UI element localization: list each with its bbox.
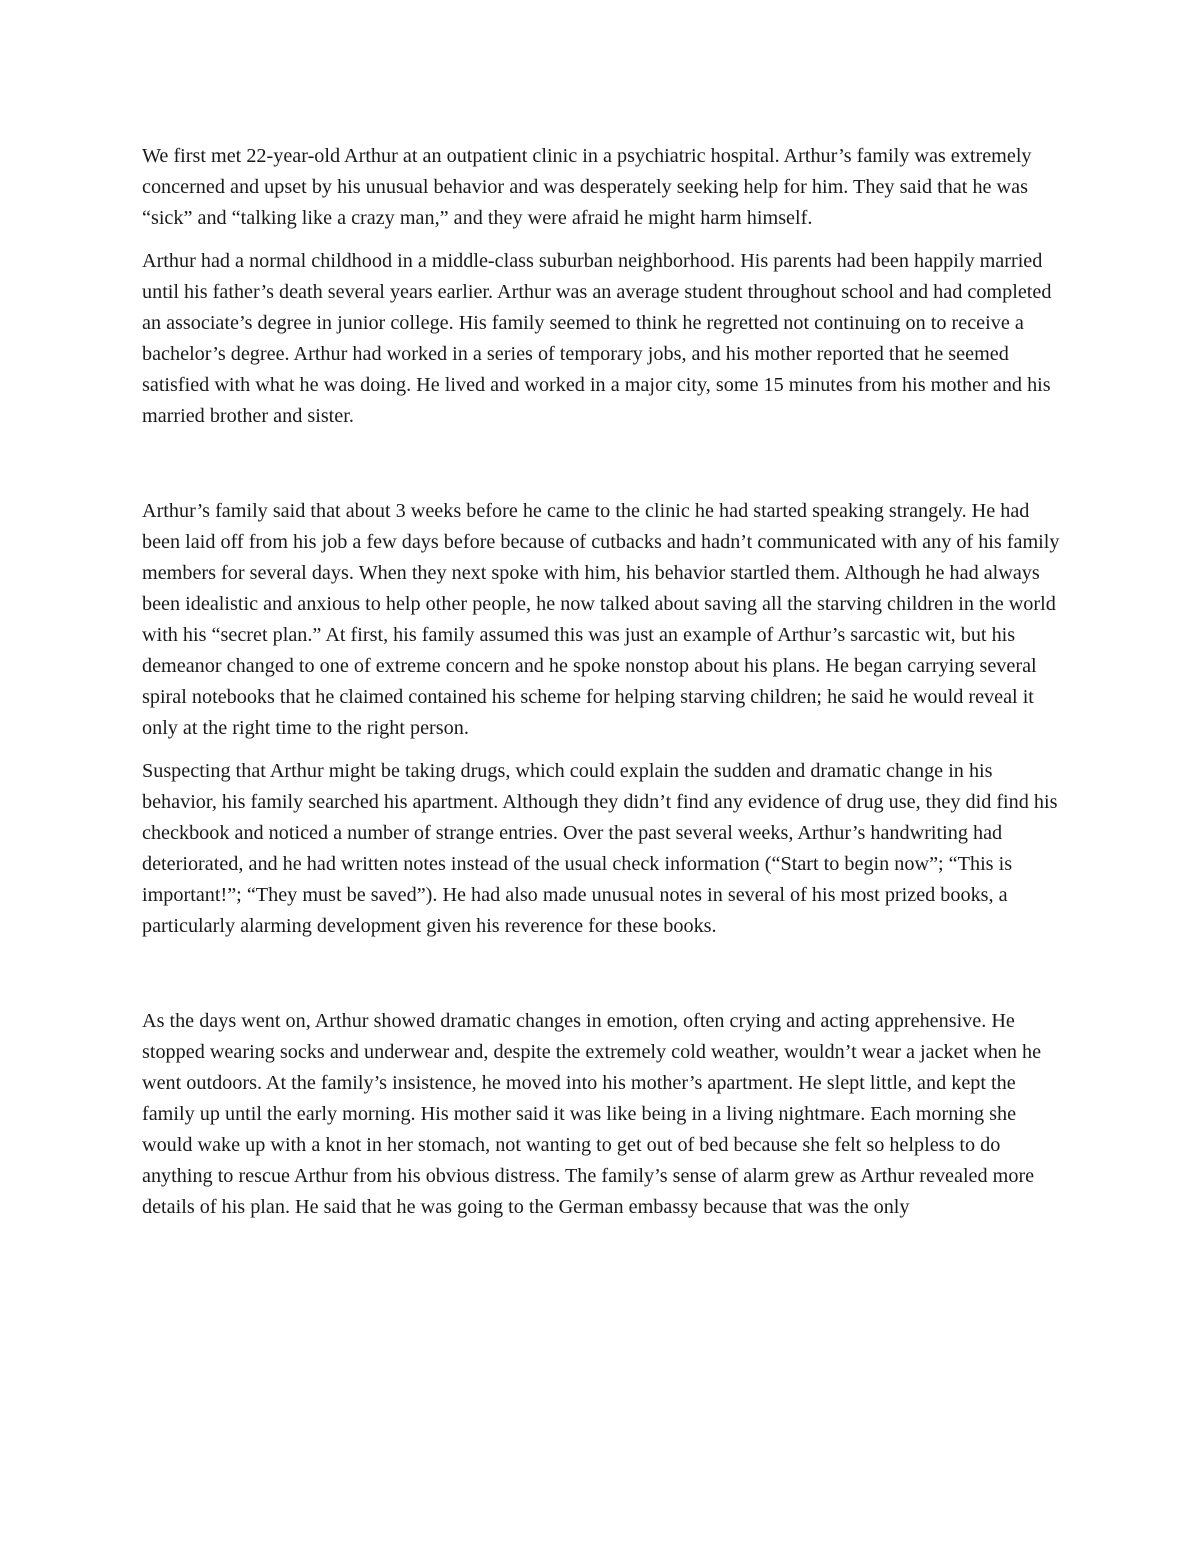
paragraph-1: We first met 22-year-old Arthur at an outpatient clinic in a psychiatric hospital. Arthur’s family was extremely concerned and upset by his unusual behavior and was desperately seeking help for him. They said that he was “sick” and “talking like a crazy man,” and they were afraid he might harm himself. — [142, 145, 1032, 229]
paragraph-3: Arthur’s family said that about 3 weeks before he came to the clinic he had started speaking strangely. He had been laid off from his job a few days before because of cutbacks and hadn’t communicated with any of his family members for several days. When they next spoke with him, his behavior startled them. Although he had always been idealistic and anxious to help other people, he now talked about saving all the starving children in the world with his “secret plan.” At first, his family assumed this was just an example of Arthur’s sarcastic wit, but his demeanor changed to one of extreme concern and he spoke nonstop about his plans. He began carrying several spiral notebooks that he claimed contained his scheme for helping starving children; he said he would reveal it only at the right time to the right person. — [142, 500, 1060, 739]
paragraph-4: Suspecting that Arthur might be taking drugs, which could explain the sudden and dramatic change in his behavior, his family searched his apartment. Although they didn’t find any evidence of drug use, they did find his checkbook and noticed a number of strange entries. Over the past several weeks, Arthur’s handwriting had deteriorated, and he had written notes instead of the usual check information (“Start to begin now”; “This is important!”; “They must be saved”). He had also made unusual notes in several of his most prized books, a particularly alarming development given his reverence for these books. — [142, 760, 1058, 937]
document-body — [142, 141, 1067, 1223]
paragraph-2: Arthur had a normal childhood in a middle-class suburban neighborhood. His parents had been happily married until his father’s death several years earlier. Arthur was an average student throughout school and had completed an associate’s degree in junior college. His family seemed to think he regretted not continuing on to receive a bachelor’s degree. Arthur had worked in a series of temporary jobs, and his mother reported that he seemed satisfied with what he was doing. He lived and worked in a major city, some 15 minutes from his mother and his married brother and sister. — [142, 250, 1052, 427]
paragraph-5: As the days went on, Arthur showed dramatic changes in emotion, often crying and acting apprehensive. He stopped wearing socks and underwear and, despite the extremely cold weather, wouldn’t wear a jacket when he went outdoors. At the family’s insistence, he moved into his mother’s apartment. He slept little, and kept the family up until the early morning. His mother said it was like being in a living nightmare. Each morning she would wake up with a knot in her stomach, not wanting to get out of bed because she felt so helpless to do anything to rescue Arthur from his obvious distress. The family’s sense of alarm grew as Arthur revealed more details of his plan. He said that he was going to the German embassy because that was the only — [142, 1010, 1042, 1218]
